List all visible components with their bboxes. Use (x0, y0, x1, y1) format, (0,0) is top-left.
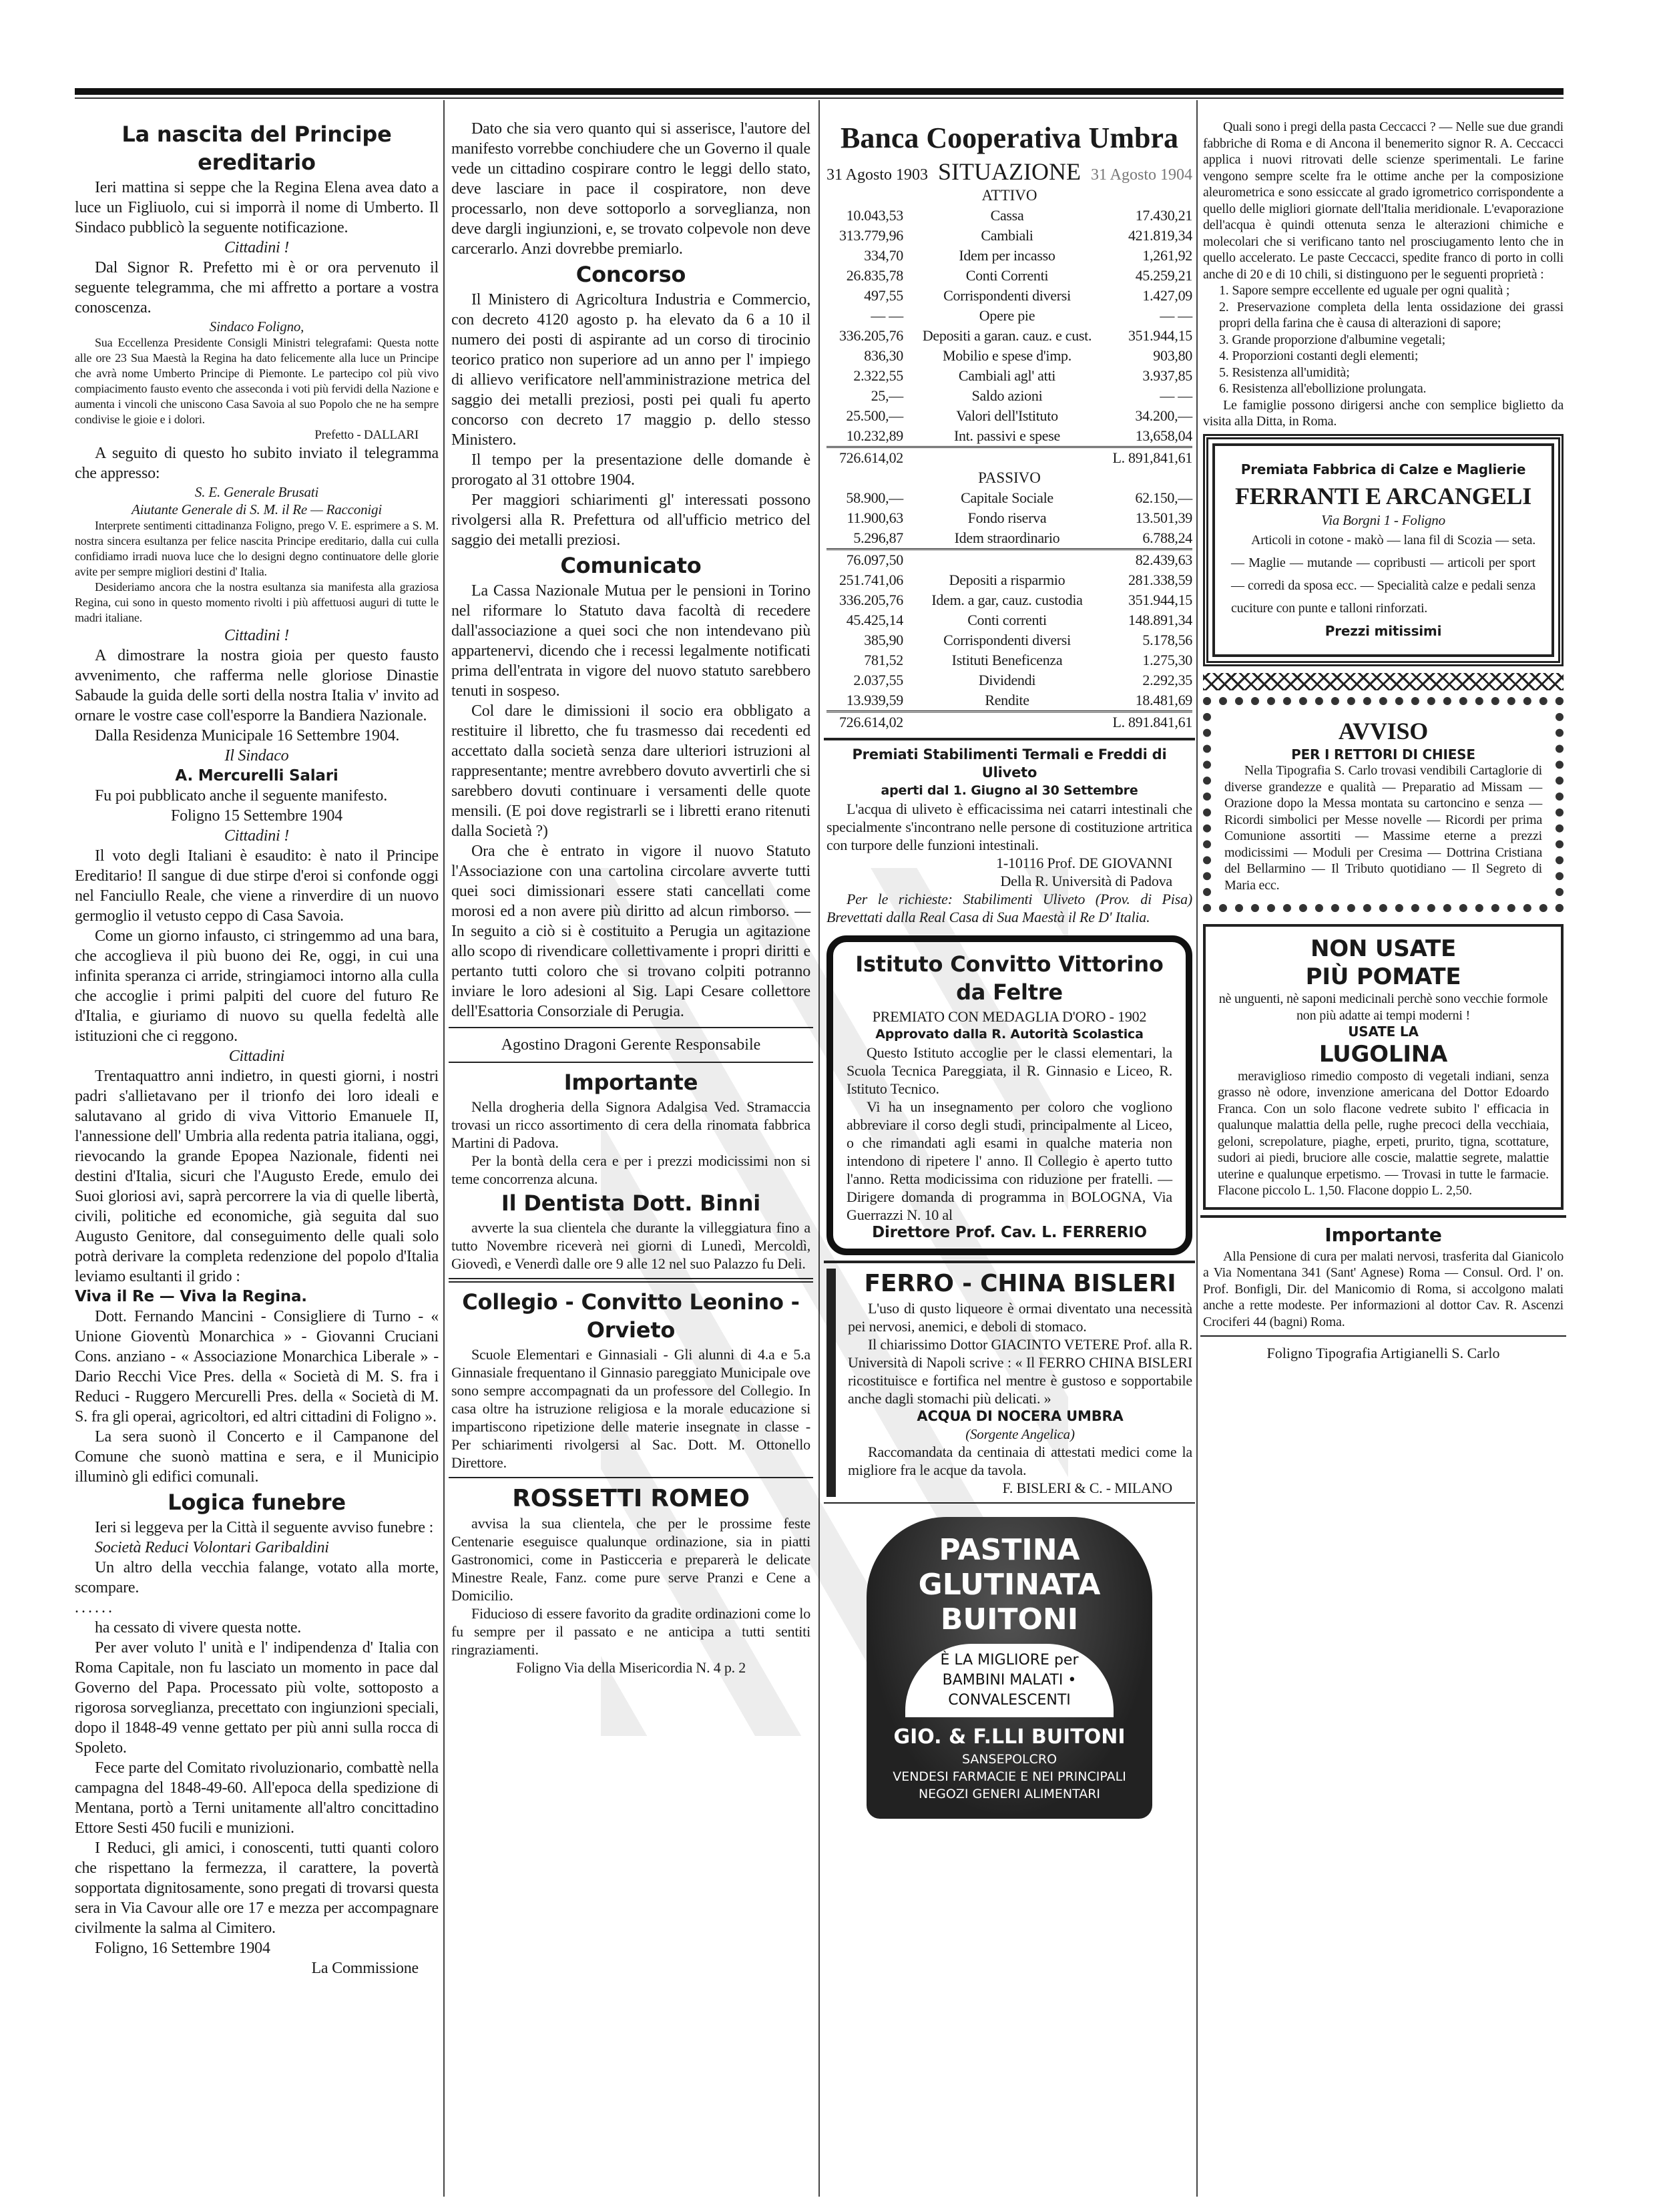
text-dateline: Foligno Via della Misericordia N. 4 p. 2 (515, 1659, 746, 1676)
text-paragraph: Vi ha un insegnamento per coloro che vogliono abbreviare il corso degli studi, principalmente al Liceo, o che rimandati agli esami in qualche materia non intendono di ripetere l' anno. Il Collegio è aperto tutto l'anno. Retta modicissima con riduzione per fratelli. — Dirigere domanda di programma in BOLOGNA, Via Guerrazzi N. 10 al (847, 1098, 1172, 1223)
text-address: Sindaco Foligno, (209, 318, 304, 335)
item-label: Cambiali agl' atti (958, 367, 1056, 384)
bank-row (826, 570, 1192, 590)
text-paragraph: Scuole Elementari e Ginnasiali - Gli alunni di 4.a e 5.a Ginnasiale frequentano il Ginnasio pareggiato Municipale ove sono sempre accompagnati da un professore del Collegio. In casa oltre ha istruzione religiosa e la morale educazione si impartiscono ripetizione delle materie insegnate in classe - Per schiarimenti rivolgersi al Sac. Dott. M. Ottonello Direttore. (451, 1346, 810, 1471)
text-paragraph: Nella drogheria della Signora Adalgisa Ved. Stramaccia trovasi un ricco assortimento di cera della rinomata fabbrica Martini di Padova. (451, 1098, 810, 1151)
bank-row (826, 366, 1192, 386)
column-divider (818, 100, 820, 2197)
divider (824, 1261, 1195, 1263)
value-1904: 351.944,15 (1128, 592, 1192, 608)
text-paragraph: Fece parte del Comitato rivoluzionario, combattè nella campagna del 1848-49-60. All'epoca della spedizione di Mentana, portò a Terni unitamente all'altro concittadino Ettore Sesti 450 fucili e munizioni. (75, 1759, 439, 1837)
text-paragraph: Per aver voluto l' unità e l' indipendenza d' Italia con Roma Capitale, non fu lasciato un momento in pace dal Governo del Papa. Processato più volte, sottoposto a rigorosa sorveglianza, precettato con ingiunzioni speciali, dopo il 1848-49 venne gettato per più anni sulla rocca di Spoleto. (75, 1639, 439, 1757)
value-1904: 1.427,09 (1142, 287, 1192, 304)
text-dateline: nè unguenti, nè saponi medicinali perchè sono vecchie formole non più adatte ai tempi moderni ! (1218, 991, 1548, 1023)
ad-pastina-buitoni (867, 1517, 1152, 1819)
item-label: Cambiali (981, 227, 1033, 244)
value-1904: — — (1160, 387, 1192, 404)
value-1904: 82.439,63 (1135, 551, 1192, 568)
value-1904: 13.501,39 (1135, 509, 1192, 526)
text-bigserif: FERRANTI E ARCANGELI (1234, 482, 1532, 509)
attivo-label: ATTIVO (981, 187, 1037, 204)
text-address: (Sorgente Angelica) (965, 1426, 1075, 1442)
ad-pensione-cura (1203, 1223, 1564, 1331)
value-1904: 5.178,56 (1142, 632, 1192, 648)
bank-row (826, 286, 1192, 306)
text-big: ROSSETTI ROMEO (512, 1485, 750, 1512)
item-label: Int. passivi e spese (954, 427, 1060, 444)
item-label: Corrispondenti diversi (943, 287, 1071, 304)
value-1904: 1,261,92 (1142, 247, 1192, 264)
buitoni-maker: GIO. & F.LLI BUITONI (893, 1725, 1126, 1749)
bank-row (826, 406, 1192, 426)
text-telegram: Desideriamo ancora che la nostra esultanza sia manifesta alla graziosa Regina, cui sono in questo momento rivolti i più affettuosi auguri di tutte le madri italiane. (75, 580, 439, 624)
value-1903: 726.614,02 (839, 449, 903, 466)
item-label (903, 712, 1111, 732)
column-2 (451, 119, 810, 1677)
masthead-rule (75, 88, 1564, 95)
value-1904: 6.788,24 (1142, 529, 1192, 546)
value-1903: — — (871, 307, 903, 324)
divider (449, 1278, 813, 1283)
bank-statement (826, 119, 1192, 732)
value-1904: 1.275,30 (1142, 652, 1192, 668)
text-paragraph: Il tempo per la presentazione delle domande è prorogato al 31 ottobre 1904. (451, 451, 810, 489)
column-3 (826, 119, 1192, 1819)
item-label: Conti Correnti (965, 267, 1049, 284)
text-paragraph: avvisa la sua clientela, che per le prossime feste Centenarie eseguisce qualunque ordinazione, sia in piatti Gastronomici, come in Pasticceria e preparerà le delicate Minestre Reale, Fanz. come pure serve Pranzi e Cene a Domicilio. (451, 1515, 810, 1604)
item-label: Corrispondenti diversi (943, 632, 1071, 648)
value-1903: 336.205,76 (839, 592, 903, 608)
section-heading: Importante (563, 1070, 698, 1095)
value-1903: 10.043,53 (846, 207, 903, 224)
value-1904: L. 891.841,61 (1112, 714, 1192, 730)
divider (449, 1477, 813, 1478)
section-heading: Logica funebre (168, 1490, 346, 1515)
text-signature: 1-10116 Prof. DE GIOVANNI (996, 855, 1172, 871)
column-divider (443, 100, 445, 2197)
text-paragraph: Ieri si leggeva per la Città il seguente avviso funebre : (95, 1519, 434, 1536)
buitoni-title: PASTINA GLUTINATA BUITONI (918, 1533, 1101, 1636)
item-label: Rendite (985, 692, 1029, 708)
text-name: Prezzi mitissimi (1325, 622, 1442, 639)
section-heading: Importante (1325, 1223, 1442, 1246)
bank-row (826, 386, 1192, 406)
ornamental-band (1203, 673, 1564, 690)
value-1903: 2.322,55 (853, 367, 903, 384)
section-heading: Il Dentista Dott. Binni (501, 1190, 761, 1216)
section-heading: Collegio - Convitto Leonino - Orvieto (462, 1289, 800, 1343)
text-tsignature: Prefetto - DALLARI (314, 428, 419, 442)
text-address: Aiutante Generale di S. M. il Re — Racconigi (132, 501, 382, 517)
item-label: Istituti Beneficenza (951, 652, 1063, 668)
text-name: A. Mercurelli Salari (175, 767, 338, 785)
bank-row (826, 528, 1192, 548)
value-1903: 336.205,76 (839, 327, 903, 344)
text-signature: La Commissione (311, 1960, 419, 1977)
ad-collegio-leonino (451, 1288, 810, 1472)
bank-row (826, 226, 1192, 246)
text-paragraph: I Reduci, gli amici, i conoscenti, tutti quanti coloro che rispettano la fermezza, il carattere, la povertà sopportata dignitosamente, sono pregati di trovarsi questa sera in Via Cavour alle ore 17 e mezza per accompagnare civilmente la salma al Cimitero. (75, 1839, 439, 1937)
value-1903: 10.232,89 (846, 427, 903, 444)
text-paragraph: ha cessato di vivere questa notte. (95, 1619, 302, 1636)
text-paragraph: Dott. Fernando Mancini - Consigliere di Turno - « Unione Gioventù Monarchica » - Giovanni Cruciani Cons. anziano - « Associazione Monarchica Liberale » - Dario Recchi Vice Pres. della « Società di M. S. fra i Reduci - Ruggero Mercurelli Pres. della « Società di M. S. fra gli operai, agricoltori, ed altri cittadini di Foligno ». (75, 1308, 439, 1425)
bank-row (826, 610, 1192, 630)
text-paragraph: Per la bontà della cera e per i prezzi modicissimi non si teme concorrenza alcuna. (451, 1152, 810, 1187)
text-paragraph: Questo Istituto accoglie per le classi elementari, la Scuola Tecnica Pareggiata, il R. Ginnasio e Liceo, R. Istituto Tecnico. (847, 1044, 1172, 1097)
text-paragraph: Raccomandata da centinaia di attestati medici come la migliore fra le acque da tavola. (848, 1444, 1192, 1478)
text-salutation: Cittadini ! (224, 827, 290, 845)
bank-row (826, 508, 1192, 528)
text-paragraph: Dalla Residenza Municipale 16 Settembre 1904. (95, 727, 400, 744)
article-pasta-ceccacci (1203, 119, 1564, 430)
text-paragraph: L'acqua di uliveto è efficacissima nei catarri intestinali che specialmente s'incontrano nelle persone di costituzione artritica con turpore delle funzioni intestinali. (826, 801, 1192, 853)
bank-row (826, 548, 1192, 570)
column-1 (75, 119, 439, 1978)
text-paragraph: Le famiglie possono dirigersi anche con semplice biglietto da visita alla Ditta, in Roma. (1203, 397, 1564, 429)
bank-row (826, 488, 1192, 508)
ad-istituto-vittorino (826, 935, 1192, 1255)
text-paragraph: Il chiarissimo Dottor GIACINTO VETERE Prof. alla R. Università di Napoli scrive : « Il FERRO CHINA BISLERI ricostituisce e fortifica nel mentre è gustoso e sopportabile anche dagli stomachi più delicati. » (848, 1336, 1192, 1407)
value-1904: 3.937,85 (1142, 367, 1192, 384)
bank-title: Banca Cooperativa Umbra (841, 122, 1178, 154)
buitoni-city: SANSEPOLCRO (961, 1752, 1057, 1767)
text-big: FERRO - CHINA BISLERI (864, 1270, 1176, 1297)
value-1904: 18.481,69 (1135, 692, 1192, 708)
ad-uliveto (826, 746, 1192, 926)
text-address: Via Borgni 1 - Foligno (1321, 511, 1445, 528)
value-1903: 13.939,59 (846, 692, 903, 708)
item-label: Depositi a garan. cauz. e cust. (922, 327, 1092, 344)
text-name: PER I RETTORI DI CHIESE (1291, 746, 1475, 762)
value-1903: 45.425,14 (846, 612, 903, 628)
item-label: Capitale Sociale (961, 489, 1053, 506)
value-1903: 251.741,06 (839, 572, 903, 588)
bank-row (826, 630, 1192, 650)
text-lead: Premiati Stabilimenti Termali e Freddi di Uliveto (852, 746, 1167, 781)
value-1903: 58.900,— (846, 489, 903, 506)
text-address: S. E. Generale Brusati (194, 484, 319, 500)
bank-row (826, 446, 1192, 468)
text-paragraph: L'uso di qusto liqueore è ormai diventato una necessità pei nervosi, anemici, e deboli di stomaco. (848, 1300, 1192, 1335)
item-label: Cassa (990, 207, 1024, 224)
text-list: 5. Resistenza all'umidità; (1219, 365, 1350, 380)
bank-row (826, 206, 1192, 226)
bank-row (826, 670, 1192, 690)
value-1904: L. 891,841,61 (1112, 449, 1192, 466)
text-paragraph: Un altro della vecchia falange, votato alla morte, scompare. (75, 1559, 439, 1596)
item-label: Idem straordinario (954, 529, 1060, 546)
item-label: Idem per incasso (959, 247, 1055, 264)
text-dateline: Foligno 15 Settembre 1904 (171, 807, 342, 825)
text-paragraph: Trentaquattro anni indietro, in questi giorni, i nostri padri s'allietavano per il trionfo dei loro ideali e salutavano al grido di viva Vittorio Emanuele II, l'annessione dell' Umbria alla redenta patria italiana, oggi, rievocando la grande Epopea Nazionale, fidenti nei destini d'Italia, sicuri che l'Augusto Erede, emulo dei Suoi gloriosi avi, saprà percorrere la via di quelle libertà, civili, politiche ed economiche, già seguita dal suo Augusto Genitore, dal conseguimento delle quali solo potrà derivare la completa redenzione del popolo d'Italia leviamo esultanti il grido : (75, 1068, 439, 1285)
value-1904: 34.200,— (1135, 407, 1192, 424)
bank-row (826, 650, 1192, 670)
value-1903: 385,90 (864, 632, 903, 648)
value-1904: — — (1160, 307, 1192, 324)
item-label: Valori dell'Istituto (956, 407, 1058, 424)
section-heading: Comunicato (560, 553, 702, 578)
ad-lugolina (1203, 924, 1564, 1210)
text-paragraph: Il Ministero di Agricoltura Industria e Commercio, con decreto 4120 agosto p. ha elevato da 6 a 10 il numero dei posti di aspirante ad un corso di tirocinio teorico pratico non superiore ad un anno per l' impiego di allievo verificatore nell'amministrazione metrica del saggio dei metalli preziosi, posti pei quali fu aperto concorso con decreto 17 maggio p. dello stesso Ministero. (451, 291, 810, 449)
bank-row (826, 346, 1192, 366)
item-label: Saldo azioni (971, 387, 1043, 404)
ad-avviso-rettori (1203, 697, 1564, 913)
text-paragraph: Dato che sia vero quanto qui si asserisce, l'autore del manifesto vorrebbe conchiudere che un Governo il quale vede un cittadino cospirare contro le leggi dello stato, deve lasciare in pace il cospiratore, non deve processarlo, non deve sottoporlo a sorveglianza, non deve dargli ingiunzioni, e, se trovato colpevole non deve carcerarlo. Anzi dovrebbe premiarlo. (451, 120, 810, 258)
text-salutation: Il Sindaco (224, 747, 289, 764)
item-label (903, 448, 1111, 468)
ad-ferro-china-bisleri (826, 1269, 1192, 1497)
text-list: 6. Resistenza all'ebollizione prolungata. (1219, 381, 1427, 396)
value-1903: 76.097,50 (846, 551, 903, 568)
value-1904: 62.150,— (1135, 489, 1192, 506)
text-lead: ACQUA DI NOCERA UMBRA (917, 1408, 1124, 1424)
item-label: Mobilio e spese d'imp. (943, 347, 1071, 364)
text-paragraph: Ora che è entrato in vigore il nuovo Statuto l'Associazione con una cartolina circolare avverte tutti quei soci dimissionari essere stati cancellati come morosi ed a non avere più diritto ad alcun rimborso. — In seguito a ciò si è costituito a Perugia un agitazione allo scopo di rivendicare collettivamente i propri diritti e pertanto tutti coloro che si trovano colpiti potranno inviare le loro adesioni al Sig. Lapi Cesare collettore dell'Esattoria Consorziale di Perugia. (451, 843, 810, 1020)
text-big: PIÙ POMATE (1305, 963, 1461, 990)
text-list: 2. Preservazione completa della lenta ossidazione dei grassi propri della farina che è causa di alterazioni di sapore; (1219, 299, 1564, 330)
value-1904: 2.292,35 (1142, 672, 1192, 688)
buitoni-claim: È LA MIGLIORE per BAMBINI MALATI • CONVALESCENTI (905, 1644, 1114, 1717)
text-paragraph: Alla Pensione di cura per malati nervosi, trasferita dal Gianicolo a Via Nomentana 341 (Sant' Agnese) Roma — Consul. Ord. l' on. Prof. Bonfigli, Dir. del Manicomio di Roma, si accolgono malati anche a rette modeste. Per informazioni al dottor Cav. R. Ascenzi Crociferi 44 (bagni) Roma. (1203, 1249, 1564, 1329)
text-paragraph: Quali sono i pregi della pasta Ceccacci ? — Nelle sue due grandi fabbriche di Roma e di Ancona il benemerito signor R. A. Ceccacci applica i nuovi ritrovati delle scienze sperimentali. Le farine vengono sempre scelte fra le ottime anche per la composizione aleurometrica e sono essiccate al grado igrometrico corrispondente a quello delle migliori giornate dell'Italia meridionale. L'evaporazione dell'acqua è quindi ottenuta senza le alterazioni chimiche e molecolari che si verificano tanto nel prosciugamento lento che in quello accelerato. Le paste Ceccacci, spedite franco di porto in colli anche di 20 e di 10 chili, si distinguono per le seguenti proprietà : (1203, 120, 1564, 282)
text-paragraph: Foligno, 16 Settembre 1904 (95, 1940, 270, 1957)
bank-row (826, 690, 1192, 710)
ad-ferranti-arcangeli (1203, 434, 1564, 666)
value-1904: 903,80 (1153, 347, 1192, 364)
value-1903: 726.614,02 (839, 714, 903, 730)
text-salutation: Cittadini (228, 1048, 285, 1065)
text-ellipsis: ...... (75, 1599, 115, 1616)
text-paragraph: Il voto degli Italiani è esaudito: è nato il Principe Ereditario! Il sangue di due stirpe d'eroi si confonde oggi nel Fanciullo Reale, che viene a rinverdire di un nuovo germoglio il vetusto ceppo di Casa Savoia. (75, 847, 439, 925)
text-dateline: PREMIATO CON MEDAGLIA D'ORO - 1902 (872, 1008, 1147, 1025)
text-signature: Della R. Università di Padova (1000, 873, 1172, 889)
value-1903: 334,70 (864, 247, 903, 264)
bank-row (826, 246, 1192, 266)
text-paragraph: Col dare le dimissioni il socio era obbligato a restituire il libretto, che fu trasmesso dai recedenti ed accettato dalla società senza dare ulteriori istruzioni al rappresentante; mentre avrebbero dovuto avvertirli che si sarebbero dovuti continuare i versamenti delle quote mensili. (E poi dove registrarli se i libretti erano ritenuti dalla Società ?) (451, 702, 810, 840)
text-big: LUGOLINA (1319, 1040, 1448, 1068)
date-1904: 31 Agosto 1904 (1090, 166, 1192, 184)
article-principe-ereditario (75, 120, 439, 1978)
text-paragraph: Fiducioso di essere favorito da gradite ordinazioni come lo fu sempre per il passato e ne anticipa a tutti sentiti ringraziamenti. (451, 1605, 810, 1658)
article-concorso-comunicato (451, 119, 810, 1022)
text-telegram: Sua Eccellenza Presidente Consigli Ministri telegrafami: Questa notte alle ore 23 Sua Maestà la Regina ha dato felicemente alla luce un Principe che avrà nome Umberto Principe di Piemonte. Le partecipo col più vivo compiacimento fausto evento che asseconda i voti più fervidi della Nazione e aumenta i vincoli che uniscono Casa Savoia al suo Popolo che ne ha sempre condivise le gioie e i dolori. (75, 336, 439, 426)
text-paragraph: La Cassa Nazionale Mutua per le pensioni in Torino nel riformare lo Statuto dava facoltà di recedere dall'associazione a quei soci che non intendevano più appartenervi, dicendo che i recessi legalmente notificati prima dell'entrata in vigore del nuovo statuto sarebbero tenuti in sospeso. (451, 582, 810, 700)
value-1903: 497,55 (864, 287, 903, 304)
value-1903: 836,30 (864, 347, 903, 364)
buitoni-sale: VENDESI FARMACIE E NEI PRINCIPALI NEGOZI GENERI ALIMENTARI (893, 1769, 1126, 1801)
item-label: Opere pie (979, 307, 1035, 324)
value-1903: 313.779,96 (839, 227, 903, 244)
value-1904: 281.338,59 (1128, 572, 1192, 588)
divider (449, 1062, 813, 1063)
text-list: 3. Grande proporzione d'albumine vegetali; (1219, 332, 1445, 347)
bank-row (826, 590, 1192, 610)
text-italic: Per le richieste: Stabilimenti Uliveto (Prov. di Pisa) Brevettati dalla Real Casa di Sua Maestà il Re D' Italia. (826, 891, 1192, 925)
item-label (903, 550, 1111, 570)
text-salutation: Cittadini ! (224, 627, 290, 644)
text-subtitle: aperti dal 1. Giugno al 30 Settembre (881, 783, 1138, 798)
divider (824, 738, 1195, 740)
printer-footer: Foligno Tipografia Artigianelli S. Carlo (1266, 1345, 1500, 1361)
divider (824, 1502, 1195, 1504)
ad-importante-dentista (451, 1068, 810, 1273)
date-1903: 31 Agosto 1903 (826, 166, 929, 184)
text-telegram: Interprete sentimenti cittadinanza Foligno, prego V. E. esprimere a S. M. nostra sincera esultanza per felice nascita Principe ereditario, dalla cui culla confidiamo irradi nuova luce che lo designi degno continuatore delle glorie avite per sempre migliori destini d' Italia. (75, 519, 439, 578)
column-4 (1203, 119, 1564, 1365)
item-label: Fondo riserva (967, 509, 1047, 526)
item-label: Dividendi (978, 672, 1036, 688)
text-paragraph: Articoli in cotone - makò — lana fil di Scozia — seta. — Maglie — mutande — copribusti — articoli per sport — corredi da sposa ecc. — Specialità calze e pedali senza cuciture con punte e talloni rinforzati. (1231, 532, 1535, 616)
bank-row (826, 426, 1192, 446)
value-1903: 5.296,87 (853, 529, 903, 546)
item-label: Idem. a gar, cauz. custodia (931, 592, 1083, 608)
section-heading: Istituto Convitto Vittorino da Feltre (855, 951, 1164, 1005)
text-italic: Società Reduci Volontari Garibaldini (95, 1539, 329, 1556)
text-paragraph: Nella Tipografia S. Carlo trovasi vendibili Cartaglorie di diverse grandezze e qualità — Preparatio ad Missam — Orazione dopo la Messa montata su cartoncino e senza — Ricordi simbolici per Messe novelle — Ricordi per prima Comunione assortiti — Massime eterne a prezzi modicissimi — Moduli per Cresima — Dottrina Cristiana del Bellarmino — Il Tributo quotidiano — Il Segreto di Maria ecc. (1224, 763, 1542, 893)
text-list: 1. Sapore sempre eccellente ed uguale per ogni qualità ; (1219, 283, 1510, 298)
divider (449, 1027, 813, 1028)
value-1903: 26.835,78 (846, 267, 903, 284)
item-label: Depositi a risparmio (949, 572, 1065, 588)
section-heading: Concorso (575, 262, 686, 287)
column-divider (1196, 100, 1198, 2197)
value-1904: 45.259,21 (1135, 267, 1192, 284)
section-heading: La nascita del Principe ereditario (122, 122, 392, 175)
bank-row (826, 306, 1192, 326)
value-1904: 351.944,15 (1128, 327, 1192, 344)
gerente-responsabile: Agostino Dragoni Gerente Responsabile (501, 1036, 761, 1054)
value-1903: 11.900,63 (847, 509, 903, 526)
text-paragraph: A dimostrare la nostra gioia per questo fausto avvenimento, che rafferma nelle gloriose Dinastie Sabaude la guida delle sorti della nostra Italia v' invito ad ornare le vostre case coll'esporre la Bandiera Nazionale. (75, 647, 439, 724)
masthead-rule-thin (75, 97, 1564, 99)
text-paragraph: meraviglioso rimedio composto di vegetali indiani, senza grasso nè odore, invenzione americana del Dottor Edoardo Franca. Con un solo flacone vedrete subito l' efficacia in qualunque malattia della pelle, rughe precoci della vecchiaia, geloni, screpolature, piaghe, erpeti, prurito, tigna, scottature, sudori ai piedi, bruciore alle coscie, malattie segrete, malattie uterine e qualunque erpetismo. — Trovasi in tutte le farmacie. Flacone piccolo L. 1,50. Flacone doppio L. 2,50. (1218, 1068, 1549, 1198)
situazione-label: SITUAZIONE (938, 158, 1081, 185)
bank-row (826, 266, 1192, 286)
divider (1200, 1335, 1566, 1337)
text-cry: Viva il Re — Viva la Regina. (75, 1288, 307, 1305)
value-1903: 2.037,55 (853, 672, 903, 688)
text-big: NON USATE (1310, 935, 1457, 962)
text-salutation: Cittadini ! (224, 239, 290, 256)
text-signature: F. BISLERI & C. - MILANO (1002, 1480, 1172, 1496)
text-name: Direttore Prof. Cav. L. FERRERIO (872, 1224, 1147, 1241)
text-paragraph: avverte la sua clientela che durante la villeggiatura fino a tutto Novembre riceverà nei giorni di Lunedì, Mercoldì, Giovedì, e Venerdì dalle ore 9 alle 12 nel suo Palazzo fu Deli. (451, 1219, 810, 1272)
text-subtitle: Premiata Fabbrica di Calze e Maglierie (1240, 461, 1526, 477)
value-1904: 421.819,34 (1128, 227, 1192, 244)
text-list: 4. Proporzioni costanti degli elementi; (1219, 349, 1419, 363)
text-paragraph: Per maggiori schiarimenti gl' interessati possono rivolgersi alla R. Prefettura od all'ufficio metrico del saggio dei metalli preziosi. (451, 491, 810, 549)
item-label: Conti correnti (967, 612, 1047, 628)
value-1904: 13,658,04 (1135, 427, 1192, 444)
text-paragraph: La sera suonò il Concerto e il Campanone del Comune che suonò mattina e sera, e il Municipio illuminò gli edifici comunali. (75, 1428, 439, 1486)
bank-dates (826, 158, 1192, 186)
text-subtitle: Approvato dalla R. Autorità Scolastica (875, 1027, 1144, 1042)
bank-row (826, 326, 1192, 346)
value-1903: 25.500,— (846, 407, 903, 424)
passivo-label: PASSIVO (978, 469, 1041, 486)
value-1903: 781,52 (864, 652, 903, 668)
text-paragraph: A seguito di questo ho subito inviato il telegramma che appresso: (75, 445, 439, 482)
text-paragraph: Come un giorno infausto, ci stringemmo ad una bara, che accoglieva il più buono dei Re, oggi, in cui una infinita speranza ci arride, stringiamoci intorno alla culla che accoglie i primi palpiti del cuore del futuro Re d'Italia, e giuriamo di nuovo su quella fedeltà alle istituzioni che ci reggono. (75, 927, 439, 1045)
divider (1200, 1215, 1566, 1218)
value-1904: 148.891,34 (1128, 612, 1192, 628)
text-paragraph: Dal Signor R. Prefetto mi è or ora pervenuto il seguente telegramma, che mi affretto a portare a vostra conoscenza. (75, 259, 439, 316)
text-paragraph: Ieri mattina si seppe che la Regina Elena avea dato a luce un Figliuolo, cui si imporrà il nome di Umberto. Il Sindaco pubblicò la seguente notificazione. (75, 179, 439, 236)
value-1903: 25,— (871, 387, 903, 404)
text-bigserif: AVVISO (1338, 717, 1429, 744)
spacer (1200, 917, 1566, 919)
text-name: USATE LA (1348, 1024, 1419, 1040)
ad-rossetti-romeo (451, 1484, 810, 1677)
value-1904: 17.430,21 (1135, 207, 1192, 224)
text-paragraph: Fu poi pubblicato anche il seguente manifesto. (95, 787, 388, 805)
bank-row (826, 710, 1192, 732)
